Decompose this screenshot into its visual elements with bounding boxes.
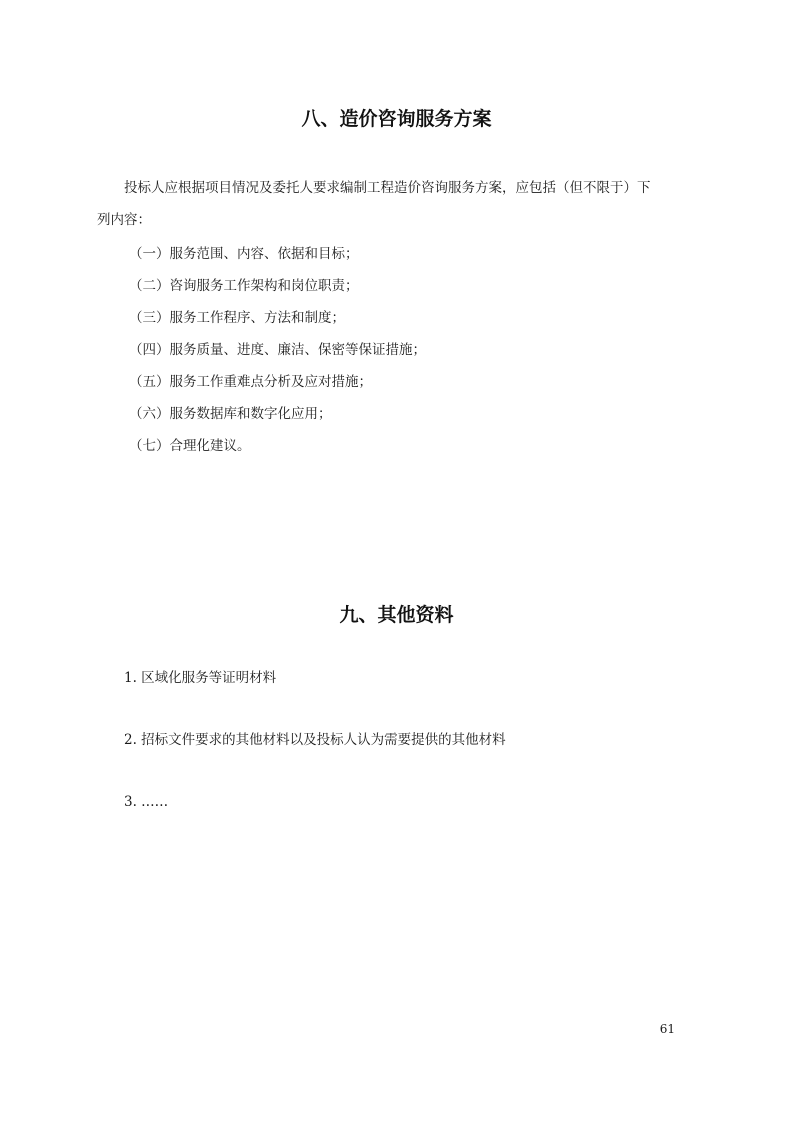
list-item: （四）服务质量、进度、廉洁、保密等保证措施；: [129, 342, 426, 358]
section-9-title: 九、其他资料: [339, 604, 454, 626]
intro-line-1: 投标人应根据项目情况及委托人要求编制工程造价咨询服务方案，应包括（但不限于）下: [124, 180, 651, 196]
page-number: 61: [659, 1022, 675, 1036]
list-item: （三）服务工作程序、方法和制度；: [129, 310, 345, 326]
list-item: （六）服务数据库和数字化应用；: [129, 406, 332, 422]
section-8-list: [129, 238, 426, 462]
list-item: 3. ……: [124, 794, 169, 810]
intro-line-2: 列内容：: [97, 212, 151, 228]
list-item: （一）服务范围、内容、依据和目标；: [129, 246, 359, 262]
section-8-intro: [97, 172, 676, 236]
list-item: 2. 招标文件要求的其他材料以及投标人认为需要提供的其他材料: [124, 732, 506, 748]
list-item: 1. 区域化服务等证明材料: [124, 670, 277, 686]
list-item: （二）咨询服务工作架构和岗位职责；: [129, 278, 359, 294]
section-9-list: [124, 662, 506, 848]
list-item: （七）合理化建议。: [129, 438, 251, 454]
list-item: （五）服务工作重难点分析及应对措施；: [129, 374, 372, 390]
section-8-title: 八、造价咨询服务方案: [301, 108, 492, 130]
